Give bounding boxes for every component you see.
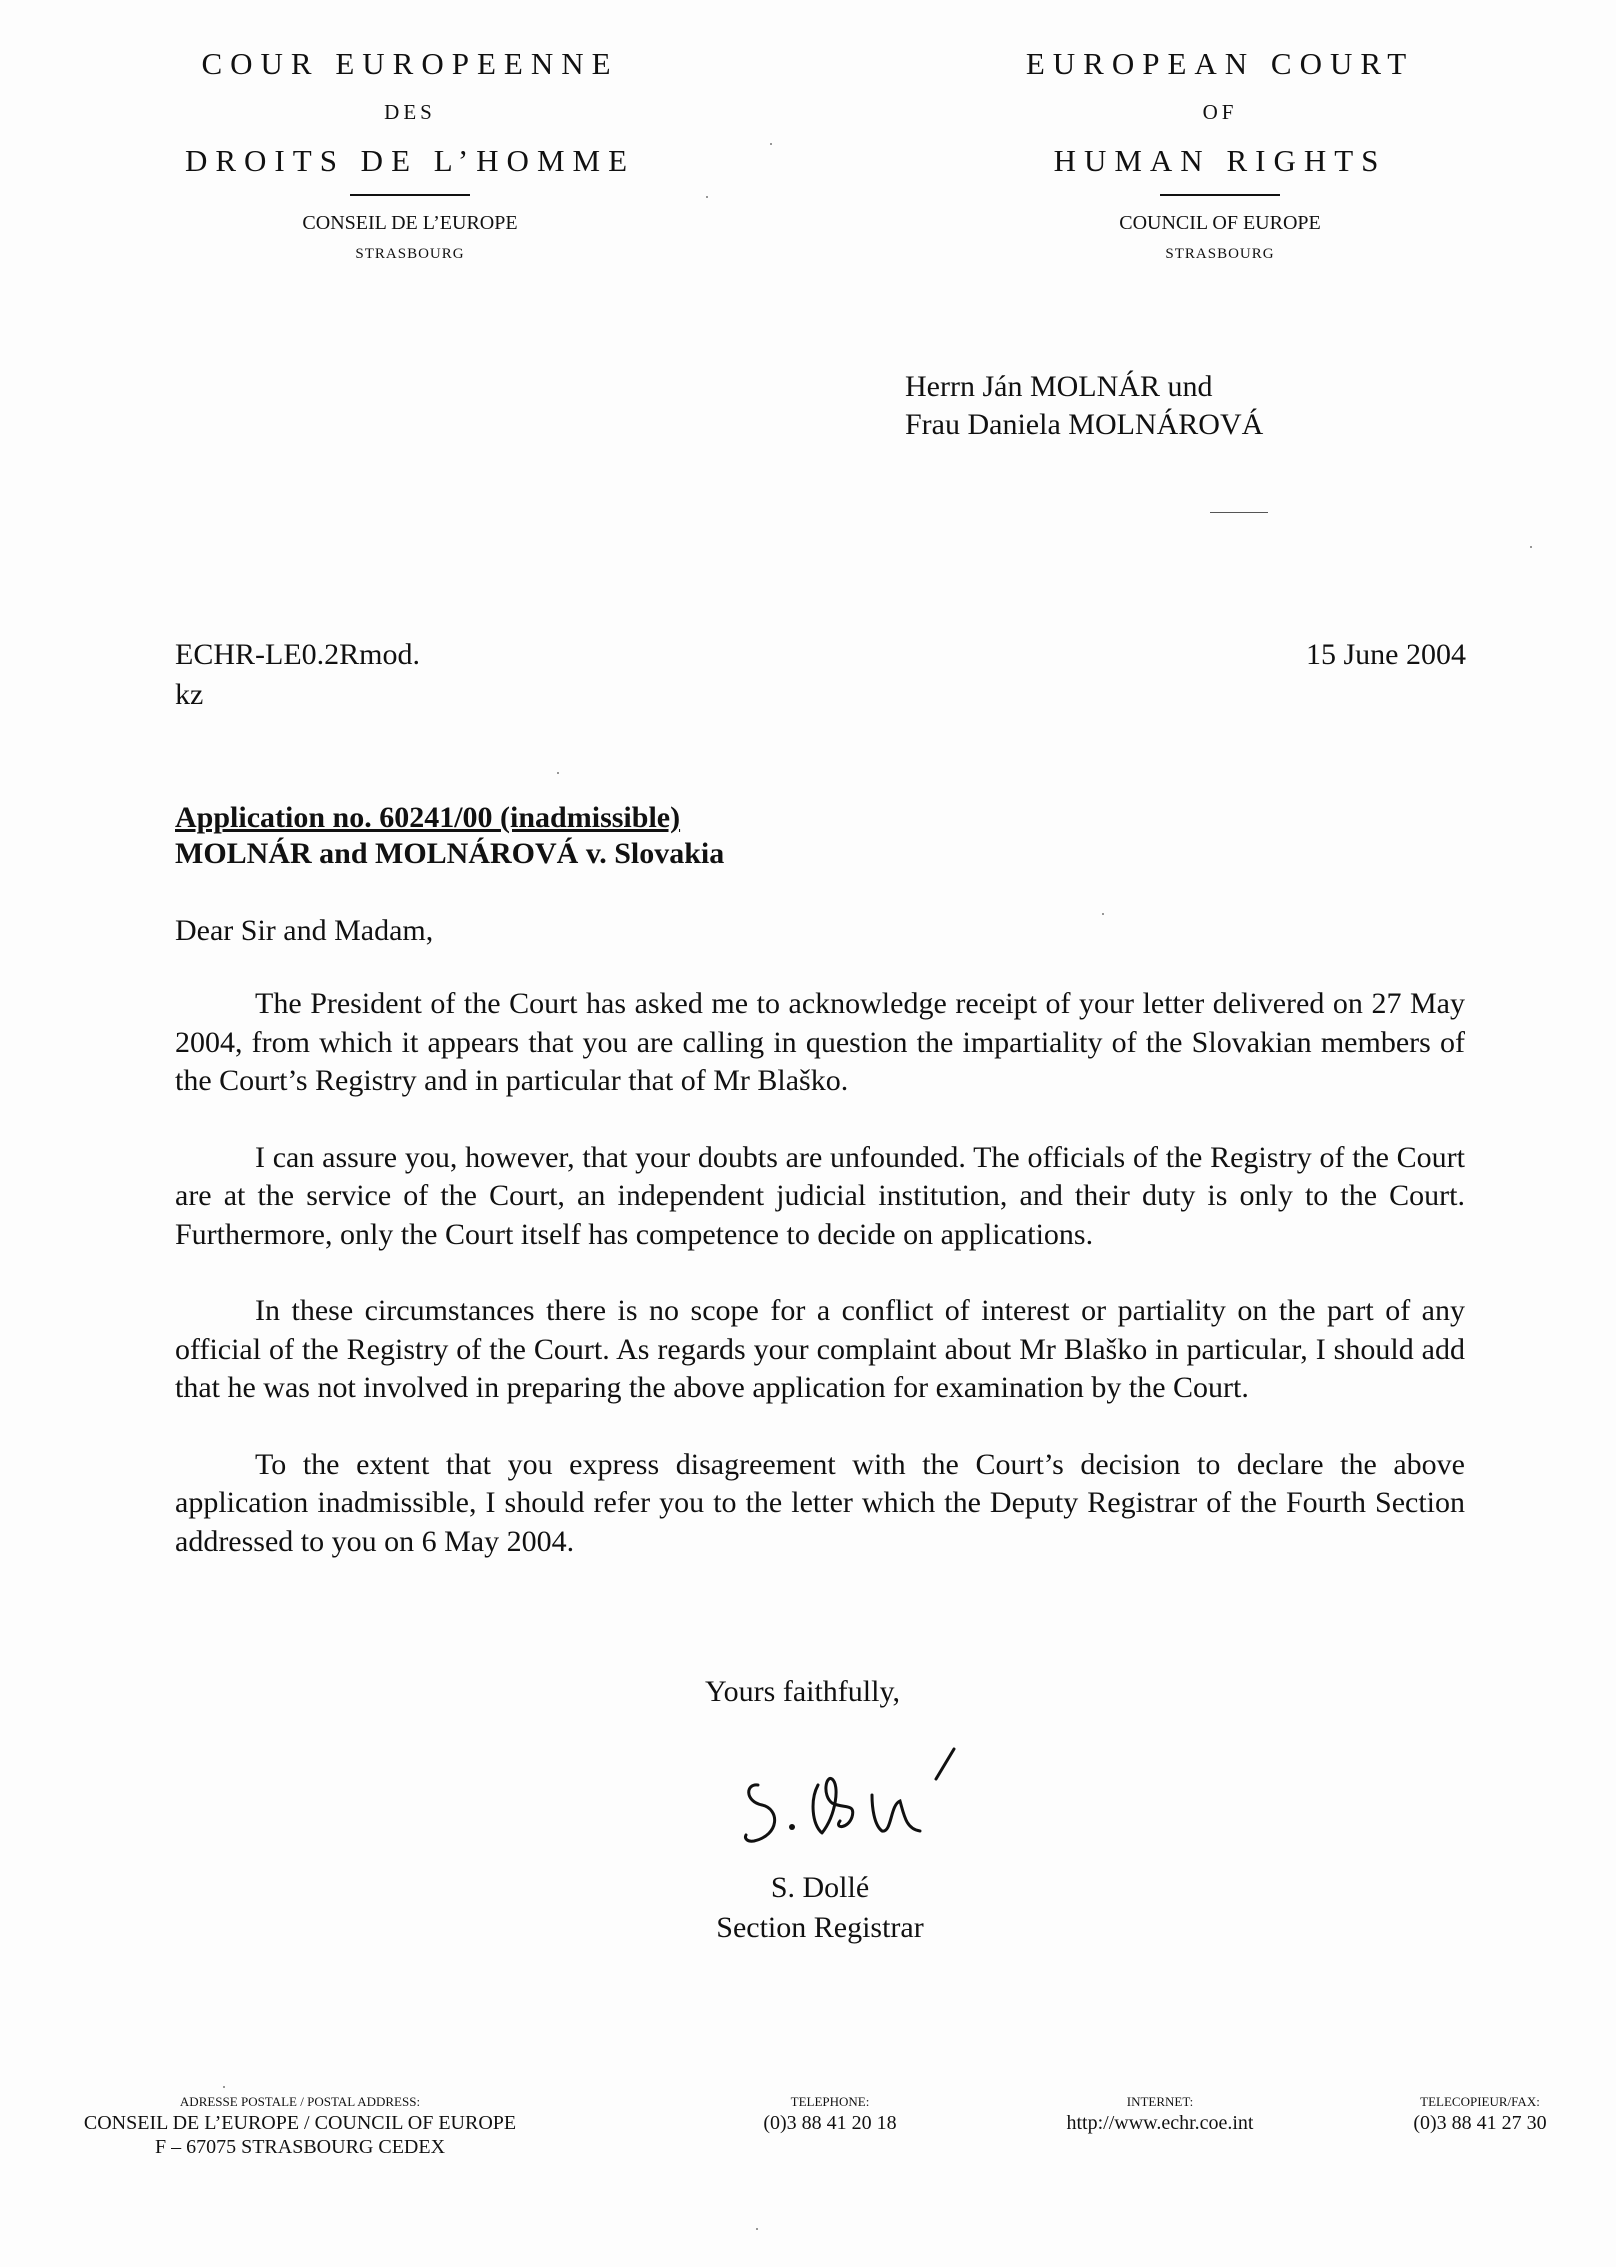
letterhead-fr-line3: DROITS DE L’HOMME	[184, 143, 636, 178]
scan-speck	[557, 772, 559, 774]
letterhead-en-divider	[1160, 194, 1280, 196]
letterhead-fr-city: STRASBOURG	[355, 246, 465, 262]
scan-speck	[706, 196, 708, 198]
letterhead-fr-line1: COUR EUROPEENNE	[201, 46, 619, 81]
footer-postal-line2: F – 67075 STRASBOURG CEDEX	[154, 2136, 446, 2158]
footer-fax	[1380, 2093, 1580, 2135]
subject-block	[175, 800, 724, 872]
footer-telephone-number: (0)3 88 41 20 18	[763, 2112, 897, 2134]
scan-speck	[223, 2086, 225, 2088]
body-paragraph: To the extent that you express disagreement with the Court’s decision to declare the above application inadmissible, I should refer you to the letter which the Deputy Registrar of the Fourth Section addressed to you on 6 May 2004.	[175, 1447, 1465, 1558]
case-title: MOLNÁR and MOLNÁROVÁ v. Slovakia	[175, 837, 725, 870]
signer-block	[700, 1868, 940, 1948]
letterhead-fr-council: CONSEIL DE L’EUROPE	[302, 212, 518, 234]
scan-dash-mark	[1210, 512, 1268, 513]
letterhead-en-council: COUNCIL OF EUROPE	[1119, 212, 1321, 234]
addressee-line1: Herrn Ján MOLNÁR und	[905, 370, 1213, 403]
signer-name: S. Dollé	[770, 1871, 870, 1904]
letterhead-en-line2: OF	[1202, 100, 1238, 124]
handwritten-signature-icon	[740, 1745, 1000, 1865]
footer-internet-label: INTERNET:	[1126, 2094, 1194, 2109]
body-paragraph: I can assure you, however, that your doubts are unfounded. The officials of the Registry of the Court are at the service of the Court, an independent judicial institution, and their duty is only to the Court. Furthermore, only the Court itself has competence to decide on applications.	[175, 1140, 1465, 1251]
reference-initials: kz	[175, 678, 204, 711]
footer-internet-url: http://www.echr.coe.int	[1066, 2112, 1254, 2134]
body-paragraph: The President of the Court has asked me to acknowledge receipt of your letter delivered on 27 May 2004, from which it appears that you are calling in question the impartiality of the Slovakian members of the Court’s Registry and in particular that of Mr Blaško.	[175, 987, 1465, 1097]
reference-block	[175, 635, 420, 715]
letterhead-en-line3: HUMAN RIGHTS	[1053, 143, 1387, 178]
letter-date: 15 June 2004	[1306, 638, 1466, 671]
letterhead-english	[940, 40, 1500, 268]
footer-fax-label: TELECOPIEUR/FAX:	[1420, 2094, 1540, 2109]
salutation: Dear Sir and Madam,	[175, 914, 434, 947]
letterhead-en-line1: EUROPEAN COURT	[1025, 46, 1415, 81]
footer-postal-address	[60, 2093, 540, 2159]
letterhead-fr-line2: DES	[384, 100, 436, 124]
signer-title: Section Registrar	[716, 1911, 924, 1944]
addressee-line2: Frau Daniela MOLNÁROVÁ	[905, 408, 1264, 441]
footer-internet	[1030, 2093, 1290, 2135]
addressee-block	[905, 368, 1263, 444]
reference-code: ECHR-LE0.2Rmod.	[175, 638, 420, 671]
footer-postal-line1: CONSEIL DE L’EUROPE / COUNCIL OF EUROPE	[83, 2112, 517, 2134]
letterhead-fr-divider	[350, 194, 470, 196]
scan-speck	[756, 2228, 758, 2230]
footer-postal-label: ADRESSE POSTALE / POSTAL ADDRESS:	[179, 2094, 421, 2109]
scan-speck	[770, 143, 772, 145]
letterhead-french	[130, 40, 690, 268]
body-paragraph: In these circumstances there is no scope for a conflict of interest or partiality on the part of any official of the Registry of the Court. As regards your complaint about Mr Blaško in particular, I should add that he was not involved in preparing the above application for examination by the Court.	[175, 1294, 1465, 1404]
application-number: Application no. 60241/00 (inadmissible)	[175, 801, 681, 834]
closing: Yours faithfully,	[705, 1675, 901, 1708]
footer-telephone-label: TELEPHONE:	[790, 2094, 870, 2109]
letter-body	[175, 985, 1465, 1599]
scan-speck	[1102, 913, 1104, 915]
scan-speck	[1530, 546, 1532, 548]
footer-fax-number: (0)3 88 41 27 30	[1413, 2112, 1547, 2134]
letterhead-en-city: STRASBOURG	[1165, 246, 1275, 262]
footer-telephone	[720, 2093, 940, 2135]
